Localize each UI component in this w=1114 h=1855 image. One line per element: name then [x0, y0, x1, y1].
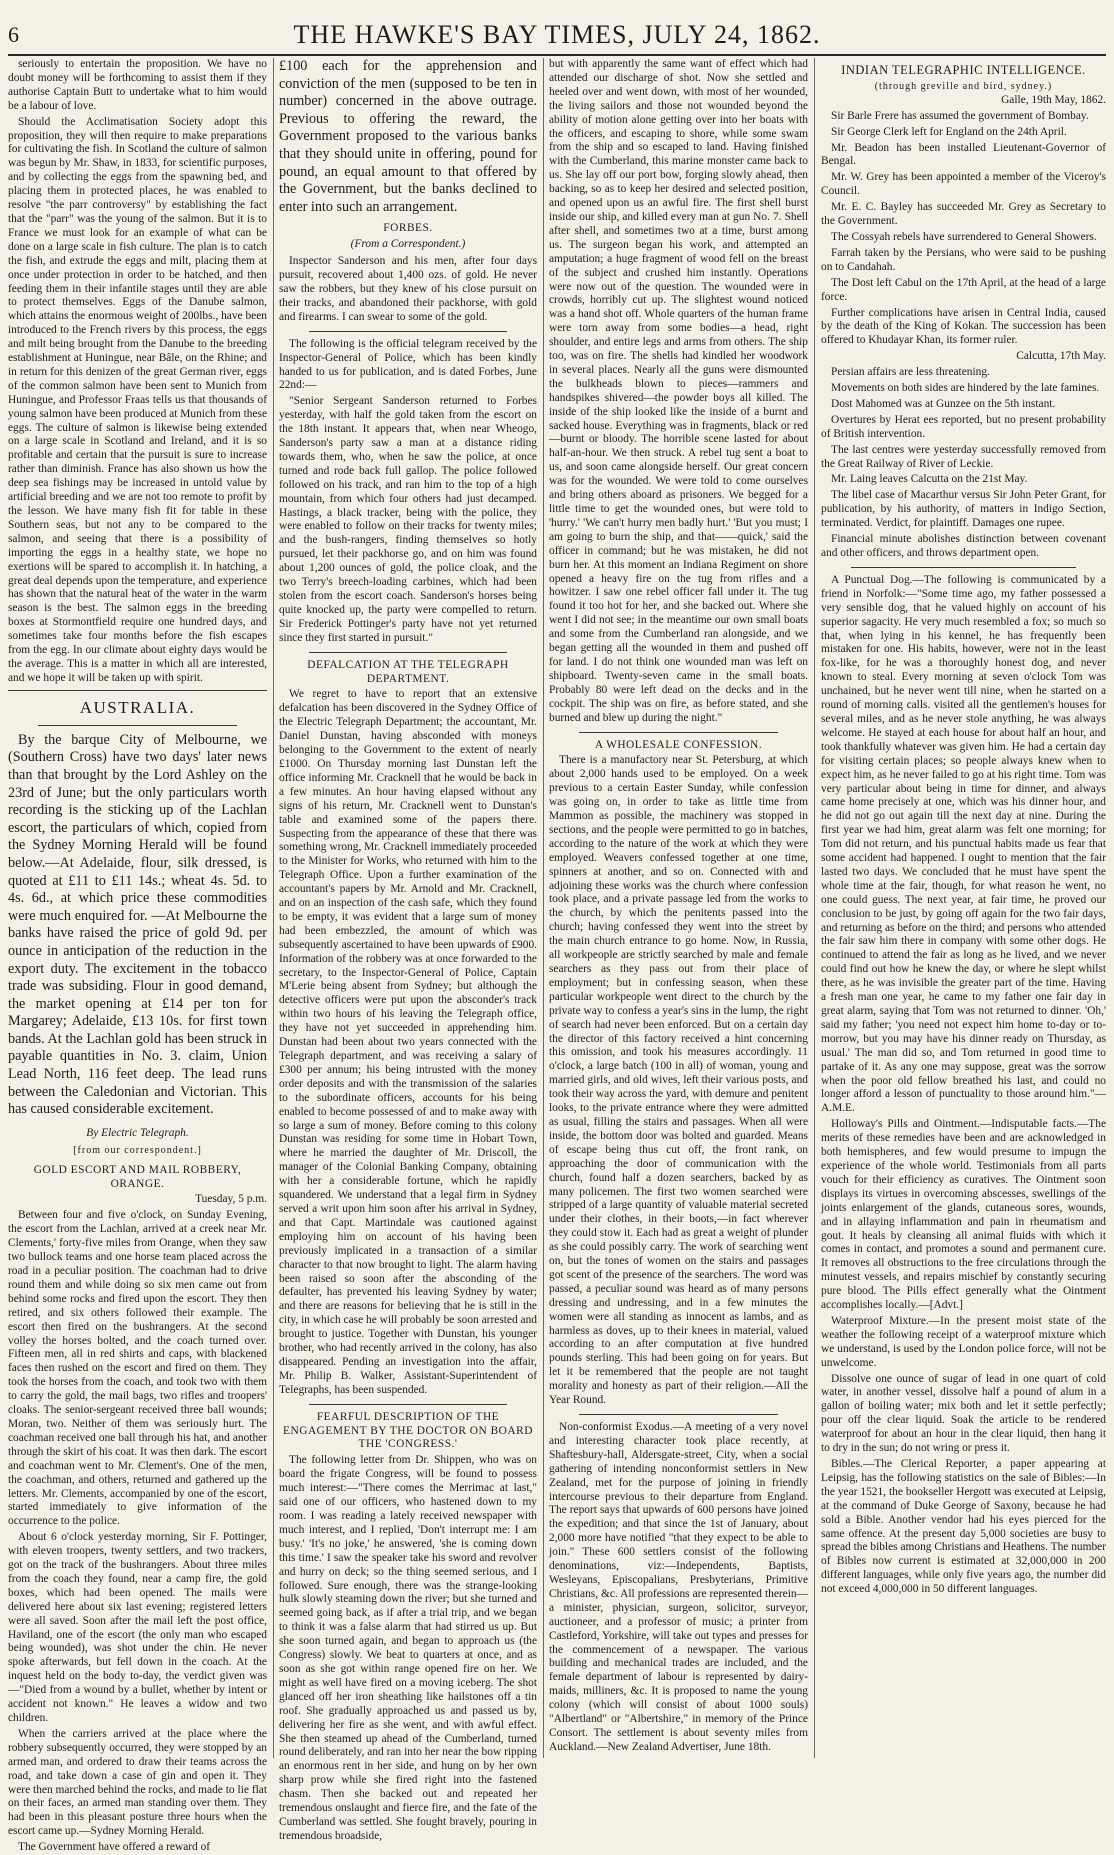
forbes-paragraph: Inspector Sanderson and his men, after four days pursuit, recovered about 1,400 ozs. of gold. He never saw the robbers, but they knew of his close pursuit on their tracks, and abandoned their packhorse, with gold and firearms. I can swear to some of the gold.	[279, 255, 537, 323]
news-item: Overtures by Herat ees reported, but no present probability of British intervention.	[821, 413, 1106, 440]
dateline: Tuesday, 5 p.m.	[195, 1193, 267, 1206]
news-item: The Dost left Cabul on the 17th April, at the head of a large force.	[821, 276, 1106, 303]
bibles-paragraph: Bibles.—The Clerical Reporter, a paper appearing at Leipsig, has the following statistics on the sale of Bibles:—In the year 1521, the bookseller Hergott was executed at Leipsig, at the command of Duke George of Saxony, because he had sold a Bible. Another vendor had his eyes pierced for the same offence. At the present day 5,000 societies are busy to spread the bibles among Christians and Heathens. The number of Bibles now current is estimated at 32,000,000 in 200 different languages, while only five years ago, the number did not exceed 4,000,000 in 50 different languages.	[821, 1458, 1106, 1596]
fearful-heading: FEARFUL DESCRIPTION OF THE ENGAGEMENT BY THE DOCTOR ON BOARD THE 'CONGRESS.'	[283, 1410, 533, 1451]
news-item: Sir Barle Frere has assumed the government of Bombay.	[831, 109, 1089, 122]
forbes-heading: FORBES.	[383, 222, 433, 235]
news-item: Dost Mahomed was at Gunzee on the 5th instant.	[831, 397, 1056, 410]
column-rule	[814, 58, 815, 1758]
heading-rule	[38, 725, 237, 726]
confession-heading: A WHOLESALE CONFESSION.	[594, 738, 763, 751]
news-item: Mr. Laing leaves Calcutta on the 21st May.	[831, 473, 1028, 486]
newspaper-title: THE HAWKE'S BAY TIMES, JULY 24, 1862.	[293, 20, 821, 49]
waterproof-paragraph: Waterproof Mixture.—In the present moist state of the weather the following receipt of a waterproof mixture which we understand, is used by the London police force, will not be unwelcome.	[821, 1314, 1106, 1369]
news-item: Persian affairs are less threatening.	[831, 366, 990, 379]
columns	[8, 58, 1106, 1854]
column-3	[549, 58, 808, 1758]
correspondent-line: [from our correspondent.]	[73, 1144, 202, 1156]
page-number: 6	[8, 22, 19, 47]
indian-subheading: (through greville and bird, sydney.)	[874, 80, 1053, 92]
column-2	[279, 58, 537, 1842]
column-1	[8, 58, 267, 1854]
dissolve-paragraph: Dissolve one ounce of sugar of lead in one quart of cold water, in another vessel, dissolve half a pound of alum in a gallon of boiling water; mix both and let it settle perfectly; pour off the clear liquid. Soak the article to be rendered waterproof for about an hour in the clear liquid, then hang it to dry in the sun; do not wring or press it.	[821, 1372, 1106, 1455]
section-rule	[8, 690, 267, 691]
news-item: Movements on both sides are hindered by the late famines.	[831, 382, 1100, 395]
column-rule	[273, 58, 274, 1758]
news-item: Financial minute abolishes distinction between covenant and other officers, and throws department open.	[821, 533, 1106, 559]
section-rule	[851, 567, 1076, 568]
column-4	[821, 58, 1106, 1758]
robbery-paragraph: About 6 o'clock yesterday morning, Sir F. Pottinger, with eleven troopers, twenty settlers, and two trackers, got on the track of the bushrangers. About three miles from the coach they found, near a camp fire, the gold boxes, which had been opened. The mails were delivered here about six last evening; registered letters were all saved. Soon after the mail left the post office, Haviland, one of the escort (the only man who escaped being wounded), was shot under the chin. He never spoke afterwards, but fell down in the coach. At the inquest held on the body to-day, the verdict given was—"Died from a wound by a bullet, whether by intent or accident not known." He leaves a widow and two children.	[8, 1531, 267, 1724]
robbery-paragraph: The Government have offered a reward of	[18, 1841, 211, 1854]
fearful-paragraph: The following letter from Dr. Shippen, who was on board the frigate Congress, will be found to possess much interest:—"There comes the Merrimac at last," said one of our officers, who hastened down to my room. I was reading a lately received newspaper with much interest, and I replied, 'Don't interrupt me: I am busy.' 'It's no joke,' he answered, 'she is coming down this time.' I saw the speaker take his sword and revolver and hurry on deck; so the thing seemed serious, and I followed. Sure enough, there was the strange-looking hulk slowly steaming down the river; but she turned and seemed going back, as if after a trial trip, and we began to think it was a false alarm that had stirred us up. But she soon turned again, and began to approach us (the Congress) slowly. We beat to quarters at once, and as soon as she got within range opened fire on her. We might as well have fired on a moving iceberg. The shot glanced off her iron sheathing like hailstones off a tin roof. She gradually approached us and passed us by, delivering her fire as she went, and with awful effect. She then steamed up ahead of the Cumberland, turned round deliberately, and ran into her near the bow ripping an enormous rent in her side, and hung on by her own sharp prow while she fired right into the fastened chasm. Then she backed out and repeated her tremendous onslaught and fierce fire, and the fate of the Cumberland was settled. She fought bravely, pouring in tremendous broadside,	[279, 1454, 537, 1842]
section-rule	[309, 1404, 507, 1405]
holloway-paragraph: Holloway's Pills and Ointment.—Indisputable facts.—The merits of these remedies have been and are acknowledged in both hemispheres, and few would presume to impugn the experience of the whole world. Testimonials from all parts vouch for their efficiency as curatives. The Ointment soon displays its virtues in overcoming abscesses, swellings of the joints enlargement of the glands, cutaneous sores, wounds, and in allaying inflammation and pain in rheumatism and gout. It heals by cleansing all animal fluids with which it comes in contact, and promotes a sound and permanent cure. It removes all obstructions to the free circulations through the minutest vessels, and repairs mischief by constantly securing pure blood. The Pills effect generally what the Ointment accomplishes locally.—[Advt.]	[821, 1118, 1106, 1312]
exodus-paragraph: Non-conformist Exodus.—A meeting of a very novel and interesting character took place recently, at Shaftesbury-hall, Aldersgate-street, City, when a social gathering of intending nonconformist settlers in New Zealand, met for the purpose of joining in friendly intercourse previous to their departure from England. The report says that upwards of 600 persons have joined the expedition; and that since the 1st of January, about 2,000 more have notified "that they expect to be able to join." These 600 settlers consist of the following denominations, viz:—Independents, Baptists, Wesleyans, Episcopalians, Presbyterians, Primitive Christians, &c. All professions are represented therein—a minister, physician, surgeon, solicitor, surveyor, auctioneer, and a professor of music; a printer from Castleford, Yorkshire, will take out types and presses for the commencement of a newspaper. The various building and mechanical trades are included, and the female department of labour is represented by dairy-maids, milliners, &c. It is proposed to name the young colony (which will consist of about 1000 souls) "Albertland" or "Albertshire," in memory of the Prince Consort. The settlement is about seventy miles from Auckland.—New Zealand Advertiser, June 18th.	[549, 1421, 808, 1753]
news-item: Farrah taken by the Persians, who were said to be pushing on to Candahah.	[821, 246, 1106, 273]
section-rule	[309, 331, 507, 332]
telegram-paragraph: The following is the official telegram received by the Inspector-General of Police, which has been kindly handed to us for publication, and is dated Forbes, June 22nd:—	[279, 337, 537, 392]
masthead-rule	[8, 54, 1106, 56]
section-rule	[579, 732, 778, 733]
australia-heading: AUSTRALIA.	[79, 697, 196, 717]
news-item: Mr. E. C. Bayley has succeeded Mr. Grey as Secretary to the Government.	[821, 201, 1106, 228]
confession-paragraph: There is a manufactory near St. Petersburg, at which about 2,000 hands used to be employed. On a week previous to a certain Easter Sunday, while confession was going on, in order to take as little time from Mammon as possible, the machinery was stopped in sections, and the people were permitted to go in batches, according to the nature of the work at which they were employed. Weavers confessed together at one time, spinners at another, and so on. Connected with and adjoining these works was the church where confession took place, and a private passage led from the works to the church, by which the penitents passed into the church; having confessed they went into the street by the main church entrance to go home. Now, in Russia, all workpeople are strictly searched by male and female searchers as they pass out from their place of employment; but in confessing season, when these particular workpeople went direct to the church by the private way to confess a year's sins in the lump, the right of search had never been enforced. But on a certain day the director of this factory received a hint concerning this omission, and took his measures accordingly. 11 o'clock, a large batch (100 in all) of woman, young and married girls, and old wives, left their various posts, and took their way across the yard, with demure and penitent looks, to the private entrance where they were admitted as usual, filling the stairs and passages. When all were inside, the bottom door was bolted and guarded. Means of escape being thus cut off, the front rank, on approaching the door of communication with the church, found half a dozen searchers, backed by as many policemen. The first two women searched were stripped of a large quantity of valuable material secreted under their clothes, in their boots,—in fact wherever they could stow it. Each had as great a weight of plunder as she could possibly carry. The work of searching went on, but the tones of women on the stairs and passages got scent of the presence of the searchers. The word was passed, a peculiar sound was heard as of many persons dressing and undressing, and in a few minutes the women were all standing as innocent as lambs, and as harmless as doves, up to their knees in material, valued according to an after computation at five hundred pounds sterling. This had been going on for years. But let it be remembered that the people are not taught morality and honesty as part of their religion.—All the Year Round.	[549, 754, 808, 1407]
column-rule	[543, 58, 544, 1758]
australia-paragraph: By the barque City of Melbourne, we (Southern Cross) have two days' later news than that brought by the Lord Ashley on the 23rd of June; but the only particulars worth recording is the sticking up of the Lachlan escort, the particulars of which, copied from the Sydney Morning Herald will be found below.—At Adelaide, flour, silk dressed, is quoted at £11 to £11 14s.; wheat 4s. 5d. to 4s. 6d., at which price these commodities were much enquired for. —At Melbourne the banks have raised the price of gold 9d. per ounce in anticipation of the reduction in the export duty. The excitement in the tobacco trade was subsiding. Flour in good demand, the market opening at £14 per ton for Margarey; Adelaide, £13 10s. for first town bands. At the Lachlan gold has been struck in payable quantities in No. 3. claim, Union Lead North, 116 feet deep. The lead runs between the Caledonian and Victorian. This has caused considerable excitement.	[8, 731, 267, 1118]
news-item: The Cossyah rebels have surrendered to General Showers.	[831, 230, 1097, 243]
news-item: The libel case of Macarthur versus Sir John Peter Grant, for publication, by his authority, of matters in Indigo Section, terminated. Verdict, for plaintiff. Damages one rupee.	[821, 489, 1106, 530]
forbes-subheading: (From a Correspondent.)	[350, 238, 466, 251]
masthead	[0, 18, 1114, 52]
section-rule	[309, 652, 507, 653]
news-item: Further complications have arisen in Central India, caused by the death of the King of Kokan. The succession has been offered to Khudayar Khan, its former ruler.	[821, 306, 1106, 347]
battle-paragraph: but with apparently the same want of effect which had attended our discharge of shot. Now she settled and heeled over and went down, with most of her wounded, the living sailors and those not wounded beyond the ability of motion alone getting over into her boats with the officers, and escaping to shore, while some swam from the ship and so escaped to land. Having finished with the Cumberland, this marine monster came back to us. She lay off our port bow, forging slowly ahead, then backing, so as to keep her desired and selected position, and opened upon us an awful fire. The first shell burst inside our ship, and killed every man at gun No. 7. Shell after shell, and sometimes two at a time, burst among us. The surgeon began his work, and attempted an amputation; a huge fragment of wood fell on the breast of the subject and crushed him instantly. Operations were now out of the question. The wounded were in crowds, horribly cut up. The slightest wound noticed was a hand shot off. Whole quarters of the human frame were torn away from some bodies—a head, right shoulder, and entire legs and arms from others. The ship too, was on fire. The shells had kindled her woodwork in several places. Nearly all the guns were dismounted the bulkheads blown to pieces—rammers and handspikes shivered—the powder boys all killed. The inside of the ship looked like the inside of a burnt and sacked house. Everything was in fragments, black or red—burnt or bloody. The horrible scene lasted for about half-an-hour. We then struck. A rebel tug sent a boat to us, and soon came alongside herself. Our great concern was for the wounded. We were told to come ourselves and bring others aboard as prisoners. We begged for a little time to get the wounded ones, but were told to 'hurry.' 'We can't hurry men badly hurt.' 'But you must; I am going to burn the ship, and that——quick,' said the officer in command; but he was mistaken, he did not burn her. At this moment an Indiana Regiment on shore opened a heavy fire on the tug from rifles and a howitzer. I saw one rebel officer fall under it. The tug found it too hot for her, and she backed out. Where she went I did not see; in the meantime our own small boats and some from the Cumberland ran alongside, and we began getting all the wounded in them and pushed off for land. I do not think one wounded man was left on shipboard. Twenty-seven came in the small boats. Probably 80 were left dead on the decks and in the cockpit. The ship was on fire, as before stated, and she burned and blew up during the night."	[549, 58, 808, 724]
reward-paragraph: £100 each for the apprehension and conviction of the men (supposed to be ten in number) concerned in the above outrage. Previous to offering the reward, the Government proposed to the various banks that they should unite in offering, pound for pound, an equal amount to that offered by the Government, but the banks declined to enter into such an arrangement.	[279, 58, 537, 215]
defalcation-heading: DEFALCATION AT THE TELEGRAPH DEPARTMENT.	[307, 658, 509, 685]
robbery-heading: GOLD ESCORT AND MAIL ROBBERY, ORANGE.	[33, 1163, 242, 1190]
calcutta-dateline: Calcutta, 17th May.	[1016, 350, 1106, 363]
dog-paragraph: A Punctual Dog.—The following is communicated by a friend in Norfolk:—"Some time ago, my father possessed a very sensible dog, that he valued highly on account of his superior sagacity. He very much resembled a fox; so much so that, when lying in his kennel, he has frequently been mistaken for one. His habits, however, were not in the least fox-like, for he was a thoroughly honest dog, and never known to steal. Every morning at seven o'clock Tom was unchained, but he never went till nine, when he started on a round of morning calls. visited all the gentlemen's houses for several miles, and as he never stole anything, he was always welcome. He stayed at each house for about half an hour, and took thankfully whatever was given him. He had a certain day for visiting certain places; so people always knew when to expect him, as he never failed to go at his right time. Tom was very particular about being in time for dinner, and always came home precisely at one, which was his dinner hour, and he did not go out again till the next day at nine. During the first year we had him, great alarm was felt one morning; for Tom did not return, and his punctual habits made us fear that some accident had happened. I ought to mention that the fair lasted two days. We concluded that he must have spent the whole time at the fair, though, for what reason he went, no one could guess. The next year, at fair time, he proved our conclusion to be just, by going off again for the two fair days, and returning as before on the third; and persons who attended the fair saw him there in company with some other dogs. He continued to attend the fair as long as he lived, and we never could find out how he knew the day, or where he slept whilst there, as he was invisible the greater part of the time. Having a fresh man one year, he came to my father one fair day in great alarm, saying that Tom was not returned to dinner. 'Oh,' said my father; 'you need not expect him home to-day or to-morrow, but you may have his dinner ready on Thursday, as usual.' The man did so, and Tom returned in good time to partake of it. As any one may suppose, great was the sorrow when the poor old fellow breathed his last, and could no longer afford a lesson of punctuality to those around him."—A.M.E.	[821, 573, 1106, 1115]
galle-dateline: Galle, 19th May, 1862.	[1001, 93, 1106, 106]
robbery-paragraph: Between four and five o'clock, on Sunday Evening, the escort from the Lachlan, arrived at a creek near Mr. Clements,' forty-five miles from Orange, when they saw two bullock teams and one horse team placed across the road in a peculiar position. The coachman had to drive round them and while doing so six men came out from behind some rocks and fired upon the escort. They then retired, and six others followed their example. The escort then fired on the bushrangers. At the second volley the horses bolted, and the coach turned over. Fifteen men, all in red shirts and caps, with blackened faces then rushed on the escort and fired on them. They took the horses from the coach, and took two with them to carry the gold, the mail bags, two rifles and troopers' cloaks. The senior-sergeant received three ball wounds; Moran, two. Neither of them was seriously hurt. The coachman received one ball through his hat, and another through the skirt of his coat. It was then dark. The escort and coachman went to Mr. Clement's. One of the men, the coachman, and others, returned and gathered up the letters. Mr. Clements, accompanied by one of the escort, started immediately to give information of the occurrence to the police.	[8, 1209, 267, 1528]
news-item: Mr. W. Grey has been appointed a member of the Viceroy's Council.	[821, 171, 1106, 198]
robbery-paragraph: When the carriers arrived at the place where the robbery subsequently occurred, they were stopped by an armed man, and ordered to draw their teams across the road, and take down a case of gin and open it. They were then marched behind the rocks, and made to lie flat on their faces, an armed man standing over them. They had been in this pleasant posture three hours when the escort came up.—Sydney Morning Herald.	[8, 1727, 267, 1838]
defalcation-paragraph: We regret to have to report that an extensive defalcation has been discovered in the Sydney Office of the Electric Telegraph Department; the accountant, Mr. Daniel Dunstan, having absconded with moneys belonging to the Government to the extent of nearly £1000. On Thursday morning last Dunstan left the office informing Mr. Cracknell that he would be back in a few minutes. An hour having elapsed without any signs of his return, Mr. Cracknell went to Dunstan's table and examined some of the papers there. Suspecting from the appearance of these that there was something wrong, Mr. Cracknell immediately proceeded to the Minister for Works, who returned with him to the Telegraph Office. Upon a further examination of the accountant's papers by Mr. Arnold and Mr. Cracknell, and on an inspection of the cash safe, which they found to be empty, it was evident that a large sum of money had been embezzled, the amount of which was subsequently ascertained to have been upwards of £900. Information of the robbery was at once forwarded to the secretary, to the Inspector-General of Police, Captain M'Lerie being absent from Sydney; but although the detective officers were put upon the absconder's track within two hours of his leaving the Telegraph office, they have not yet succeeded in apprehending him. Dunstan had been about two years connected with the Telegraph department, and was receiving a salary of £300 per annum; his being intrusted with the money order deposits and with the transmission of the salaries to the subordinate officers, accounts for his being enabled to become possessed of and to make away with so large a sum of money. Before coming to this colony Dunstan was residing for some time in Hobart Town, where he married the daughter of Mr. Driscoll, the manager of the Colonial Banking Company, obtaining with her a considerable fortune, which he rapidly squandered. We understand that a legal firm in Sydney served a writ upon him soon after his arrival in Sydney, and that Capt. Martindale was cautioned against employing him on account of his having been previously implicated in a transaction of a similar character to that now brought to light. The alarm having been raised so soon after the absconding of the defaulter, has prevented his leaving Sydney by water; and there are reasons for believing that he is still in the city, in which case he will probably be soon arrested and brought to justice. Together with Dunstan, his younger brother, who had recently arrived in the colony, has also disappeared. Pending an investigation into the affair, Mr. Philip B. Walker, Assistant-Superintendent of Telegraphs, has been suspended.	[279, 688, 537, 1396]
telegraph-line: By Electric Telegraph.	[86, 1126, 189, 1139]
section-rule	[579, 1414, 778, 1415]
news-item: The last centres were yesterday successfully removed from the Great Railway of River of Leckie.	[821, 443, 1106, 470]
indian-heading: INDIAN TELEGRAPHIC INTELLIGENCE.	[841, 63, 1086, 77]
salmon-paragraph: seriously to entertain the proposition. We have no doubt money will be forthcoming to assist them if they authorise Captain Butt to undertake what to him would be a labour of love.	[8, 58, 267, 112]
news-item: Sir George Clerk left for England on the 24th April.	[831, 125, 1067, 138]
telegram-paragraph: "Senior Sergeant Sanderson returned to Forbes yesterday, with half the gold taken from the escort on the 18th instant. It appears that, when near Wheogo, Sanderson's party saw a man at a distance riding towards them, who, when he saw the police, at once turned and rode back full gallop. The police followed followed on his track, and ran him to the top of a high mountain, from which four others had just decamped. Hastings, a black tracker, being with the police, they were enabled to follow on their tracks for twenty miles; and the bush-rangers, finding themselves so hotly pursued, let their packhorse go, and on him was found about 1,200 ounces of gold, the police cloak, and the two Terry's breech-loading carbines, which had been stolen from the escort coach. Sanderson's horses being quite knocked up, the party were compelled to return. Sir Frederick Pottinger's party have not yet returned since they first started in pursuit."	[279, 395, 537, 644]
salmon-paragraph: Should the Acclimatisation Society adopt this proposition, they will then require to make preparations for cultivating the fish. In Scotland the culture of salmon was begun by Mr. Shaw, in 1833, for scientific purposes, and by collecting the eggs from the spawning bed, and placing them in protected places, he was enabled to resolve "the parr controversy" by establishing the fact that the "parr" was the young of the salmon. But it is to France we must look for an example of what can be done on a large scale in fish culture. The plan is to catch the fish, and extrude the eggs and milt, placing them at once under protection in order to be hatched, and then feeding them in their infantile stages until they are able to protect themselves. Eggs of the Danube salmon, which attains the enormous weight of 200lbs., have been introduced to the French rivers by this process, the eggs and milt being brought from the Danube to the breeding establishment at Huningue, near Bâle, on the Rhine; and in return for this denizen of the great German river, eggs of the common salmon have been sent to Munich from Huningue, and Professor Fraas tells us that thousands of young salmon have been produced at Munich from these eggs. The culture of salmon is likewise being extended on a large scale in Scotland and Ireland, and it is so profitable and certain that the pursuit is sure to increase rather than diminish. France has also shown us how the deep sea fishings may be increased in untold value by artificial breeding and we are not too remote to profit by the lesson. We have many fish fit for table in these Southern seas, but not any to be compared to the salmon, and seeing that there is a possibility of importing the eggs in a healthy state, we hope no exertions will be spared to accomplish it. In hatching, a great deal depends upon the temperature, and experience has shown that the natural heat of the water in the warm season is the best. The salmon eggs in the breeding boxes at Stormontfield require one hundred days, and sometimes take four months before the fish escapes from the egg. In our climate about eighty days would be the average. This is a matter in which all are interested, and we hope it will be taken up with spirit.	[8, 115, 267, 684]
news-item: Mr. Beadon has been installed Lieutenant-Governor of Bengal.	[821, 141, 1106, 168]
